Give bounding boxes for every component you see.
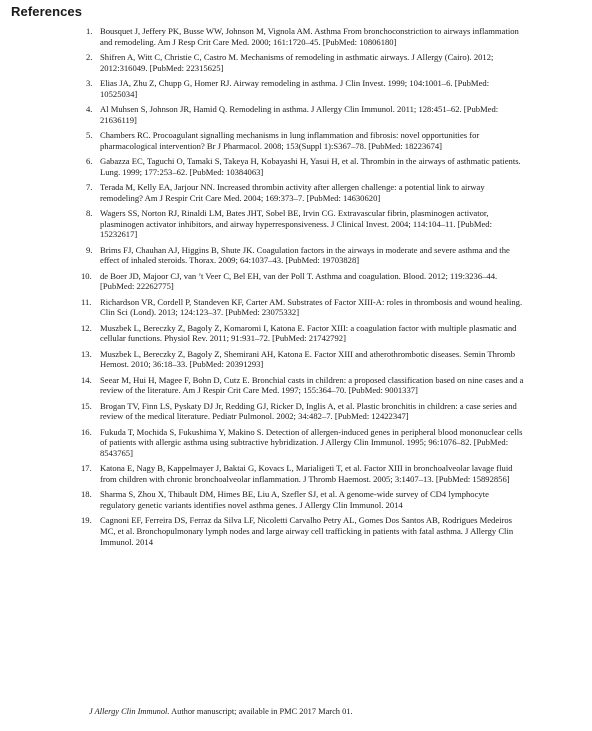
footer-text: Author manuscript; available in PMC 2017 March 01. bbox=[169, 707, 353, 716]
reference-item bbox=[81, 515, 526, 547]
reference-text: Al Muhsen S, Johnson JR, Hamid Q. Remodeling in asthma. J Allergy Clin Immunol. 2011; 128:451–62. [PubMed: 21636119] bbox=[100, 104, 499, 125]
reference-number: 16. bbox=[81, 426, 92, 437]
reference-number: 4. bbox=[86, 104, 93, 114]
reference-number: 17. bbox=[81, 463, 92, 474]
reference-number: 13. bbox=[81, 348, 92, 359]
reference-number: 15. bbox=[81, 400, 92, 411]
reference-text: Fukuda T, Mochida S, Fukushima Y, Makino S. Detection of allergen-induced genes in peripheral blood mononuclear cells of patients with allergic asthma using subtractive hybridization. J Allergy Clin Immunol. 1995; 96:1076–82. [PubMed: 8543765] bbox=[100, 426, 523, 459]
reference-text: Muszbek L, Bereczky Z, Bagoly Z, Shemirani AH, Katona E. Factor XIII and atherothrombotic diseases. Semin Thromb Hemost. 2010; 36:18–33. [PubMed: 20391293] bbox=[100, 348, 516, 370]
reference-number: 18. bbox=[81, 489, 92, 500]
reference-item bbox=[81, 375, 526, 396]
reference-item bbox=[86, 208, 526, 240]
reference-text: Seear M, Hui H, Magee F, Bohn D, Cutz E. Bronchial casts in children: a proposed classification based on nine cases and a review of the literature. Am J Respir Crit Care Med. 1997; 155:364–70. [PubMed: 9001337] bbox=[100, 374, 524, 396]
reference-number: 11. bbox=[81, 296, 92, 307]
reference-text: Shifren A, Witt C, Christie C, Castro M. Mechanisms of remodeling in asthmatic airways. J Allergy (Cairo). 2012; 2012:316049. [PubMed: 22315625] bbox=[100, 52, 494, 73]
reference-item bbox=[86, 156, 526, 177]
reference-number: 7. bbox=[86, 182, 93, 192]
reference-number: 10. bbox=[81, 270, 92, 281]
reference-number: 2. bbox=[86, 52, 93, 62]
reference-text: Wagers SS, Norton RJ, Rinaldi LM, Bates JHT, Sobel BE, Irvin CG. Extravascular fibrin, plasminogen activator, plasminogen activator inhibitors, and airway hyperresponsiveness. J Clinical Invest. 2004; 114:104–11. [PubMed: 15232617] bbox=[100, 208, 492, 240]
footer-journal: J Allergy Clin Immunol. bbox=[89, 707, 170, 716]
reference-number: 3. bbox=[86, 78, 93, 88]
reference-item bbox=[86, 182, 526, 203]
reference-text: Bousquet J, Jeffery PK, Busse WW, Johnson M, Vignola AM. Asthma From bronchoconstriction to airways inflammation and remodeling. Am J Resp Crit Care Med. 2000; 161:1720–45. [PubMed: 10806180] bbox=[100, 26, 519, 47]
reference-item bbox=[81, 427, 526, 459]
reference-number: 8. bbox=[86, 208, 93, 218]
reference-item bbox=[86, 245, 526, 266]
reference-text: Chambers RC. Procoagulant signalling mechanisms in lung inflammation and fibrosis: novel opportunities for pharmacological intervention? Br J Pharmacol. 2008; 153(Suppl 1):S367–78. [PubMed: 18223674] bbox=[100, 130, 480, 151]
reference-number: 5. bbox=[86, 130, 93, 140]
reference-item bbox=[86, 104, 526, 125]
reference-number: 12. bbox=[81, 322, 92, 333]
reference-item bbox=[81, 349, 526, 370]
reference-number: 9. bbox=[86, 244, 93, 255]
reference-item bbox=[81, 489, 526, 510]
reference-number: 1. bbox=[86, 26, 93, 36]
reference-item bbox=[81, 463, 526, 484]
reference-text: Katona E, Nagy B, Kappelmayer J, Baktai G, Kovacs L, Marialigeti T, et al. Factor XIII in bronchoalveolar lavage fluid from children with chronic bronchoalveolar inflammation. J Thromb Haemost. 2005; 3:1407–13. [PubMed: 15892856] bbox=[100, 463, 513, 485]
reference-text: Elias JA, Zhu Z, Chupp G, Homer RJ. Airway remodeling in asthma. J Clin Invest. 1999; 104:1001–6. [PubMed: 10525034] bbox=[100, 78, 490, 99]
page-heading: References bbox=[11, 4, 83, 19]
reference-item bbox=[81, 401, 526, 422]
reference-text: Terada M, Kelly EA, Jarjour NN. Increased thrombin activity after allergen challenge: a potential link to airway remodeling? Am J Respir Crit Care Med. 2004; 169:373–7. [PubMed: 14630620] bbox=[100, 182, 485, 203]
reference-number: 14. bbox=[81, 374, 92, 385]
reference-text: Richardson VR, Cordell P, Standeven KF, Carter AM. Substrates of Factor XIII-A: roles in thrombosis and wound healing. Clin Sci (Lond). 2013; 124:123–37. [PubMed: 23075332] bbox=[100, 296, 523, 318]
reference-number: 19. bbox=[81, 515, 92, 526]
reference-text: Brogan TV, Finn LS, Pyskaty DJ Jr, Redding GJ, Ricker D, Inglis A, et al. Plastic bronchitis in children: a case series and review of the medical literature. Pediatr Pulmonol. 2002; 34:482–7. [PubMed: 12422347] bbox=[100, 400, 517, 422]
reference-text: de Boer JD, Majoor CJ, van ’t Veer C, Bel EH, van der Poll T. Asthma and coagulation. Blood. 2012; 119:3236–44. [PubMed: 22262775] bbox=[100, 270, 498, 292]
reference-text: Gabazza EC, Taguchi O, Tamaki S, Takeya H, Kobayashi H, Yasui H, et al. Thrombin in the airways of asthmatic patients. Lung. 1999; 177:253–62. [PubMed: 10384063] bbox=[100, 156, 521, 177]
reference-item bbox=[86, 52, 526, 73]
reference-item bbox=[86, 26, 526, 47]
reference-text: Cagnoni EF, Ferreira DS, Ferraz da Silva LF, Nicoletti Carvalho Petry AL, Gomes Dos Santos AB, Rodrigues Medeiros MC, et al. Bronchopulmonary lymph nodes and large airway cell trafficking in patients with fatal asthma. J Allergy Clin Immunol. 2014 bbox=[100, 515, 514, 547]
reference-item bbox=[86, 130, 526, 151]
reference-list bbox=[81, 26, 526, 552]
reference-item bbox=[81, 271, 526, 292]
page-footer bbox=[89, 707, 353, 716]
reference-text: Sharma S, Zhou X, Thibault DM, Himes BE, Liu A, Szefler SJ, et al. A genome-wide survey of CD4 lymphocyte regulatory genetic variants identifies novel asthma genes. J Allergy Clin Immunol. 2014 bbox=[100, 489, 489, 511]
reference-text: Muszbek L, Bereczky Z, Bagoly Z, Komaromi I, Katona E. Factor XIII: a coagulation factor with multiple plasmatic and cellular functions. Physiol Rev. 2011; 91:931–72. [PubMed: 21742792] bbox=[100, 322, 517, 344]
reference-item bbox=[81, 323, 526, 344]
reference-text: Brims FJ, Chauhan AJ, Higgins B, Shute JK. Coagulation factors in the airways in moderate and severe asthma and the effect of inhaled steroids. Thorax. 2009; 64:1037–43. [PubMed: 19703828] bbox=[100, 244, 510, 266]
reference-number: 6. bbox=[86, 156, 93, 166]
reference-item bbox=[86, 78, 526, 99]
reference-item bbox=[81, 297, 526, 318]
